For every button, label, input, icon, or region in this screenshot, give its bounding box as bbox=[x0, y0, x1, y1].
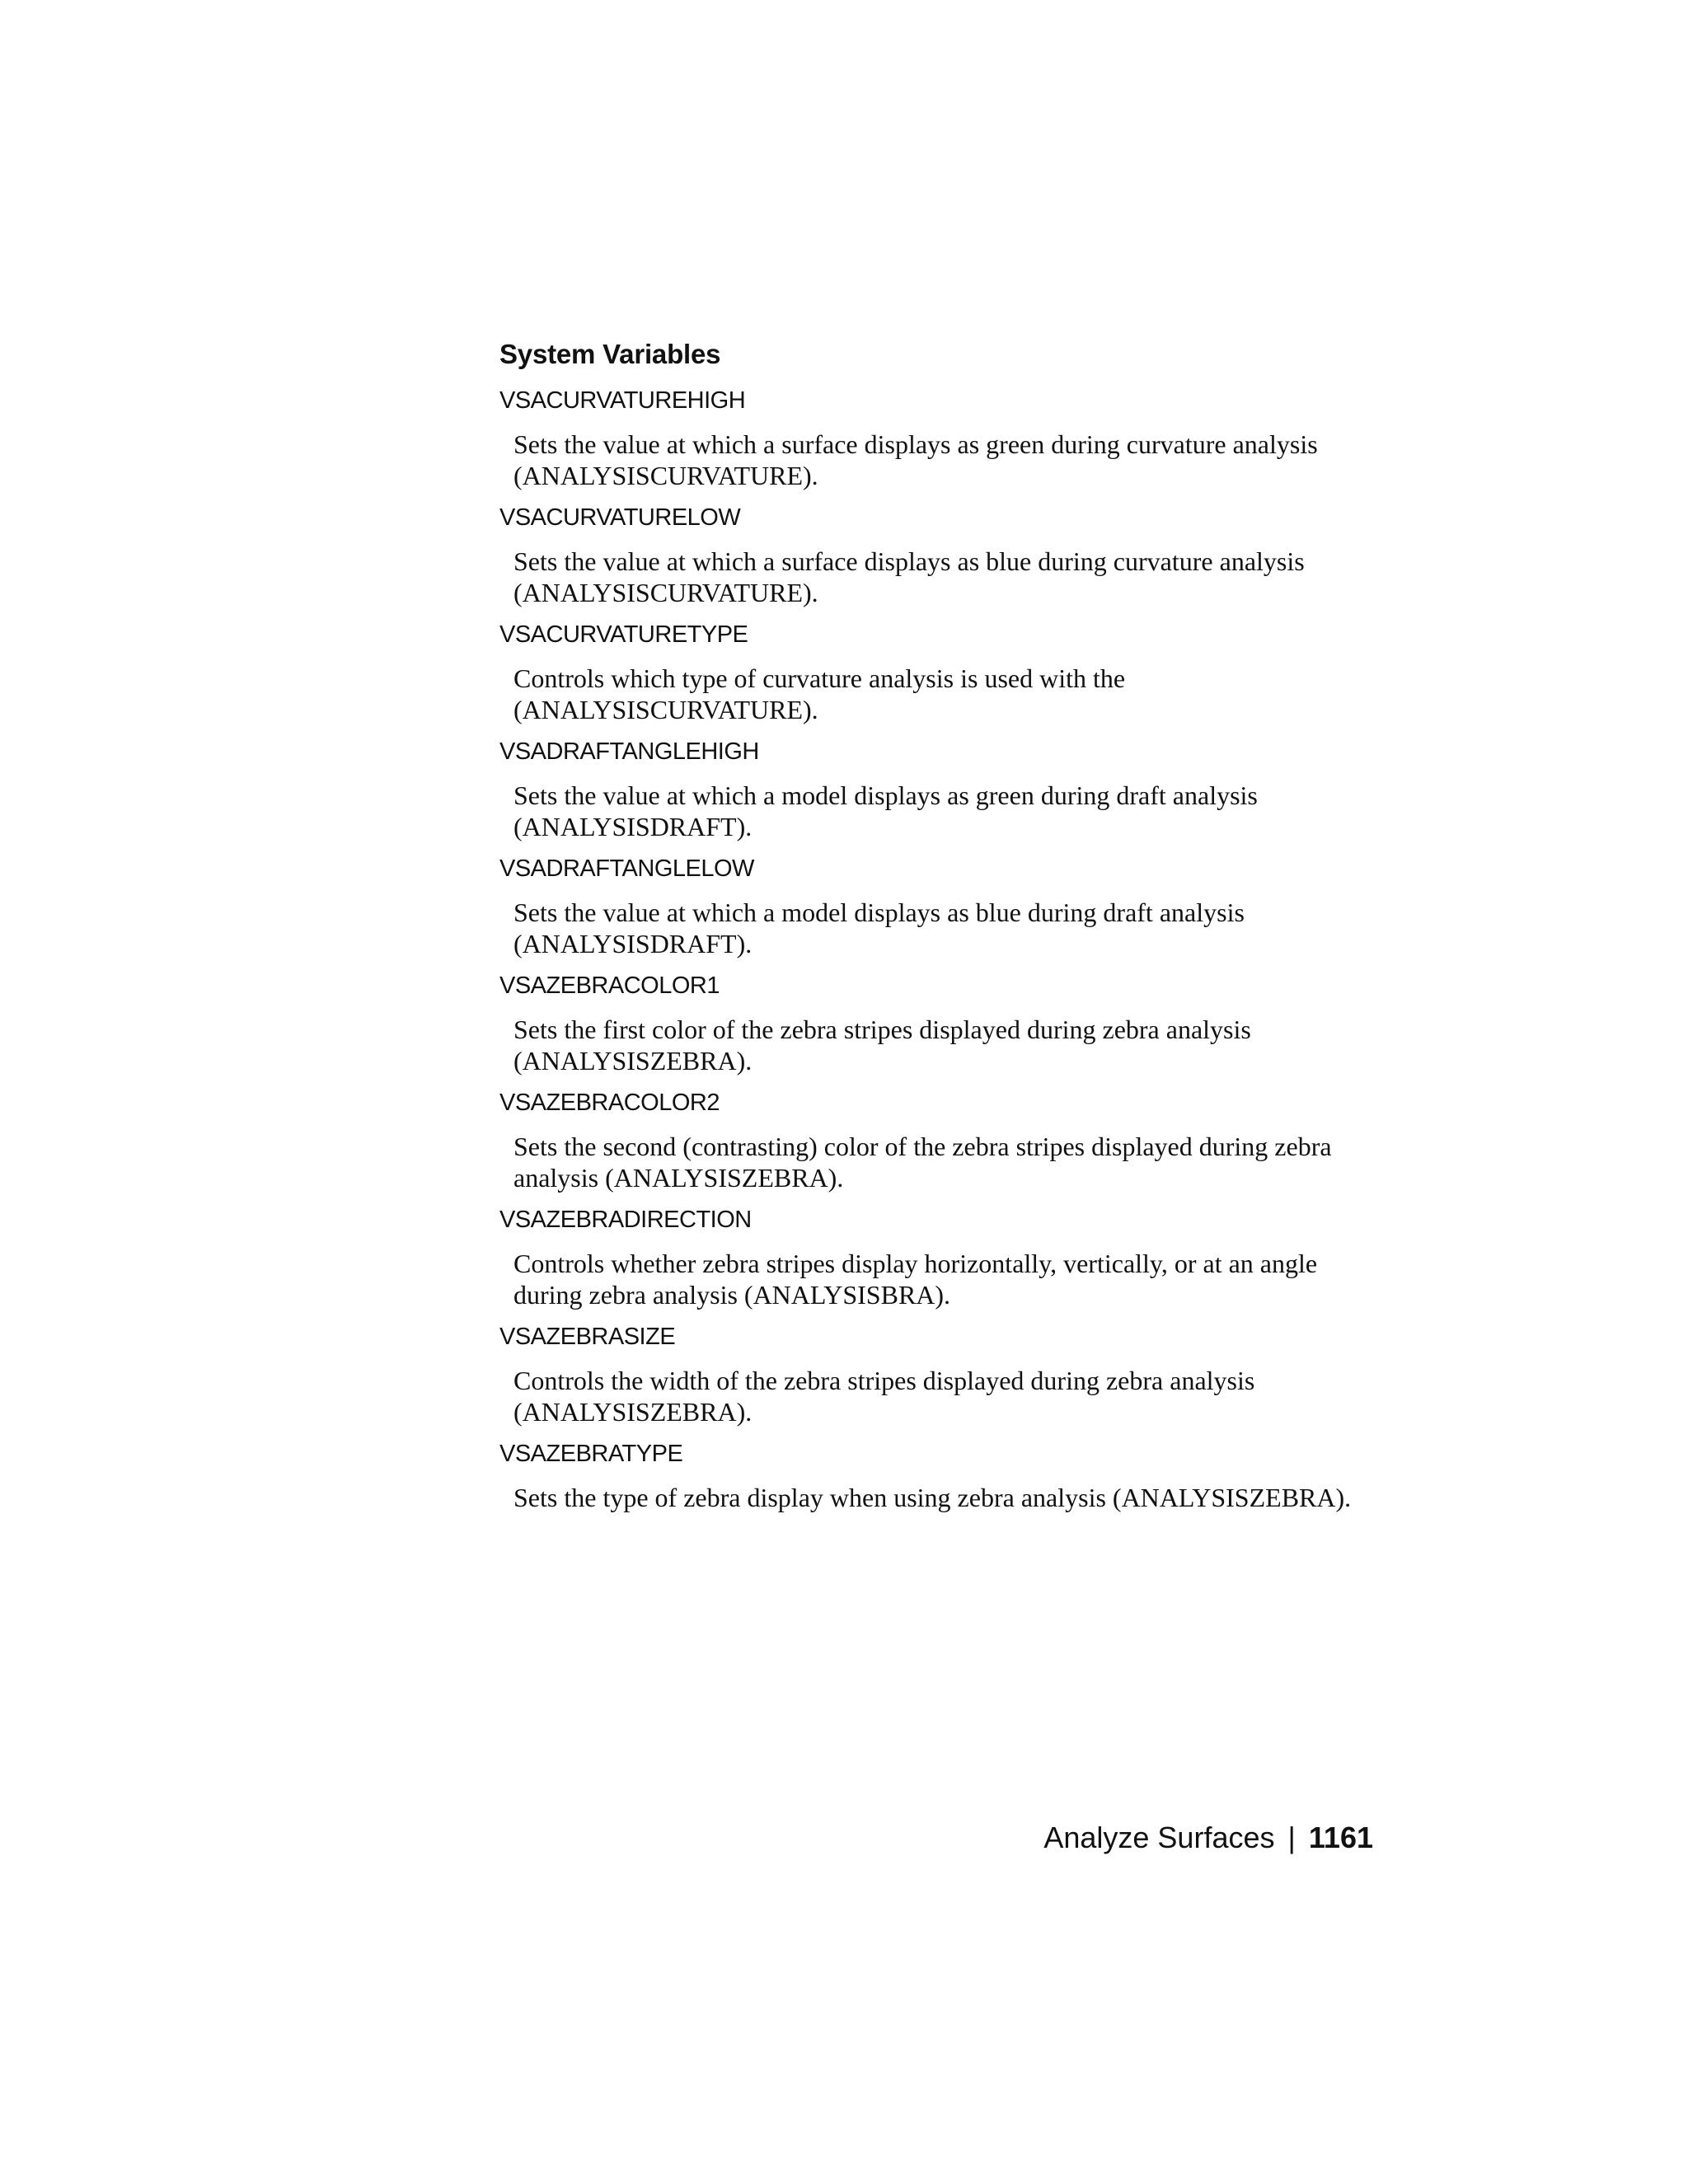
variable-entry bbox=[499, 618, 1373, 725]
variable-name: VSAZEBRACOLOR1 bbox=[499, 972, 720, 999]
variable-name: VSAZEBRACOLOR2 bbox=[499, 1090, 720, 1116]
variable-entry bbox=[499, 969, 1373, 1076]
page-content bbox=[499, 338, 1373, 1523]
variable-description: Sets the second (contrasting) color of the zebra stripes displayed during zebra analysis (ANALYSISZEBRA). bbox=[513, 1132, 1332, 1193]
page-number: 1161 bbox=[1308, 1821, 1373, 1854]
variable-name: VSACURVATUREHIGH bbox=[499, 387, 746, 414]
footer-separator: | bbox=[1287, 1821, 1296, 1854]
variable-description: Controls which type of curvature analysis is used with the (ANALYSISCURVATURE). bbox=[513, 663, 1126, 724]
variable-entry bbox=[499, 1320, 1373, 1427]
variable-name: VSACURVATURETYPE bbox=[499, 621, 748, 648]
page-footer bbox=[1043, 1820, 1373, 1856]
variable-description: Controls the width of the zebra stripes displayed during zebra analysis (ANALYSISZEBRA). bbox=[513, 1366, 1255, 1427]
variable-name: VSAZEBRASIZE bbox=[499, 1324, 676, 1350]
variable-description: Sets the value at which a model displays as green during draft analysis (ANALYSISDRAFT). bbox=[513, 780, 1258, 841]
variable-name: VSAZEBRATYPE bbox=[499, 1441, 683, 1467]
variable-description: Sets the value at which a model displays as blue during draft analysis (ANALYSISDRAFT). bbox=[513, 898, 1245, 958]
variable-description: Sets the type of zebra display when using zebra analysis (ANALYSISZEBRA). bbox=[513, 1483, 1352, 1512]
variable-entry bbox=[499, 735, 1373, 842]
variable-name: VSADRAFTANGLEHIGH bbox=[499, 738, 759, 765]
variable-description: Sets the value at which a surface displays as green during curvature analysis (ANALYSISCURVATURE). bbox=[513, 429, 1318, 490]
variable-entry bbox=[499, 1086, 1373, 1193]
variable-entry bbox=[499, 384, 1373, 491]
variable-entry bbox=[499, 852, 1373, 959]
variable-name: VSADRAFTANGLELOW bbox=[499, 855, 754, 882]
variable-description: Sets the value at which a surface displays as blue during curvature analysis (ANALYSISCURVATURE). bbox=[513, 546, 1305, 607]
section-heading: System Variables bbox=[499, 339, 721, 369]
chapter-title: Analyze Surfaces bbox=[1043, 1821, 1275, 1854]
variable-entry bbox=[499, 1203, 1373, 1310]
variable-description: Sets the first color of the zebra stripes displayed during zebra analysis (ANALYSISZEBRA). bbox=[513, 1015, 1251, 1076]
system-variable-list bbox=[499, 384, 1373, 1513]
variable-entry bbox=[499, 1437, 1373, 1513]
variable-name: VSACURVATURELOW bbox=[499, 504, 741, 531]
variable-entry bbox=[499, 501, 1373, 608]
variable-name: VSAZEBRADIRECTION bbox=[499, 1207, 752, 1233]
variable-description: Controls whether zebra stripes display horizontally, vertically, or at an angle during zebra analysis (ANALYSISBRA). bbox=[513, 1249, 1318, 1310]
